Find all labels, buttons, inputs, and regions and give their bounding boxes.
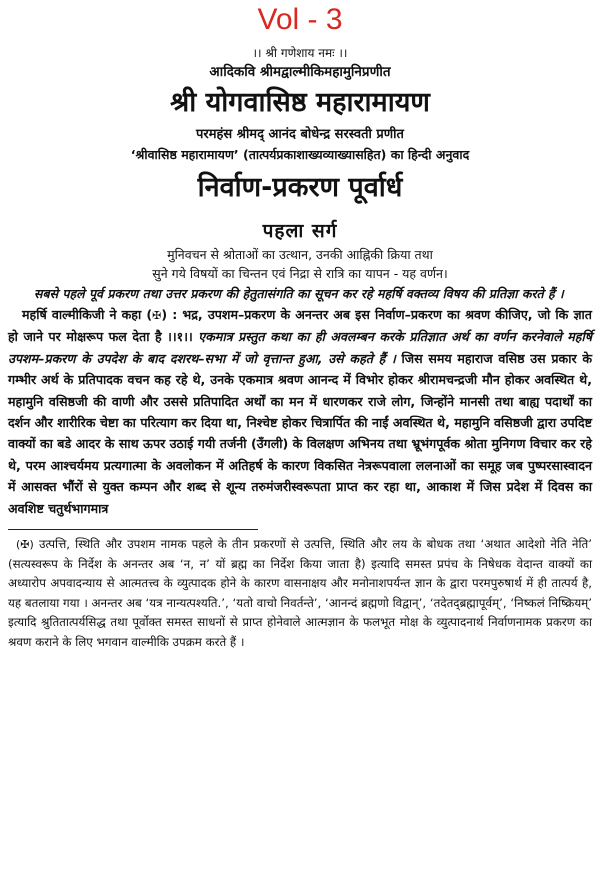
chapter-summary-line-1: मुनिवचन से श्रोताओं का उत्थान, उनकी आह्निकी क्रिया तथा	[167, 247, 433, 262]
footnote-mark-icon: (✠)	[16, 538, 34, 552]
commentator-attribution: परमहंस श्रीमद् आनंद बोधेन्द्र सरस्वती प्रणीत	[196, 127, 404, 142]
body-part-1: महर्षि वाल्मीकिजी ने कहा (	[22, 307, 153, 322]
body-part-2: ) : भद्र, उपशम–प्रकरण के अनन्तर अब इस निर्वाण–प्रकरण का श्रवण कीजिए, जो कि ज्ञात हो जाने पर मोक्षरूप फल देता है ।।१।।	[8, 307, 592, 345]
poet-attribution: आदिकवि श्रीमद्वाल्मीकिमहामुनिप्रणीत	[209, 64, 391, 80]
chapter-summary-line-2: सुने गये विषयों का चिन्तन एवं निद्रा से रात्रि का यापन - यह वर्णन।	[152, 266, 448, 281]
main-paragraph	[8, 304, 592, 519]
body-italic-segment: एकमात्र प्रस्तुत कथा का ही अवलम्बन करके प्रतिज्ञात अर्थ का वर्णन करनेवाले महर्षि उपशम–प्रकरण के उपदेश के बाद दशरथ–सभा में जो वृत्तान्त हुआ, उसे कहते हैं ।	[8, 329, 592, 366]
section-title: निर्वाण-प्रकरण पूर्वार्ध	[197, 172, 403, 203]
chapter-intro: सबसे पहले पूर्व प्रकरण तथा उत्तर प्रकरण की हेतुतासंगति का सूचन कर रहे महर्षि वक्तव्य विषय की प्रतिज्ञा करते हैं ।	[34, 286, 564, 301]
volume-label: Vol - 3	[257, 3, 343, 36]
invocation: ।। श्री गणेशाय नमः ।।	[252, 46, 348, 60]
translation-note: ‘श्रीवासिष्ठ महारामायण’ (तात्पर्यप्रकाशाख्यव्याख्यासहित) का हिन्दी अनुवाद	[130, 147, 470, 162]
chapter-title: पहला सर्ग	[262, 220, 338, 242]
body-part-3: जिस समय महाराज वसिष्ठ उस प्रकार के गम्भीर अर्थ के प्रतिपादक वचन कह रहे थे, उनके एकमात्र श्रवण आनन्द में विभोर होकर श्रीरामचन्द्रजी मौन होकर अवस्थित थे, महामुनि वसिष्ठजी की वाणी और उससे प्रतिपादित अर्थों का मन में धारणकर राजे लोग, जिन्होंने मानसी तथा बाह्य पदार्थों का दर्शन और शारीरिक चेष्टा का परित्याग कर दिया था, निश्चेष्ट होकर चित्रार्पित की नाईं अवस्थित थे, महामुनि वसिष्ठजी द्वारा उपदिष्ट वाक्यों का बडे आदर के साथ ऊपर उठाई गयी तर्जनी (उँगली) के विलक्षण अभिनय तथा भ्रूभंगपूर्वक श्रोता मुनिगण विचार कर रहे थे, परम आश्चर्यमय प्रत्यगात्मा के अवलोकन में अतिहर्ष के कारण विकसित नेत्ररूपवाला ललनाओं का समूह जब पुष्परसास्वादन में आसक्त भौंरों से युक्त कम्पन और शब्द से शून्य तरुमंजरीस्वरूपता प्राप्त कर रहा था, आकाश में जिस प्रदेश में दिवस का अवशिष्ट चतुर्थभागमात्र	[8, 350, 592, 516]
footnote	[8, 535, 592, 653]
footnote-divider	[8, 529, 258, 530]
footnote-reference-icon[interactable]: ✠	[152, 309, 162, 322]
book-title: श्री योगवासिष्ठ महारामायण	[170, 87, 430, 118]
footnote-text: उत्पत्ति, स्थिति और उपशम नामक पहले के तीन प्रकरणों से उत्पत्ति, स्थिति और लय के बोधक तथा ‘अथात आदेशो नेति नेति’ (सत्यस्वरूप के निर्देश के अनन्तर अब ‘न, न’ यों ब्रह्म का निर्देश किया जाता है) इत्यादि समस्त प्रपंच के निषेधक वेदान्त वाक्यों का अध्यारोप अपवादन्याय से आत्मतत्त्व के व्युत्पादक होने के कारण वासनाक्षय और मनोनाशपर्यन्त ज्ञान के द्वारा परमपुरुषार्थ में ही तात्पर्य है, यह बतलाया गया । अनन्तर अब ‘यत्र नान्यत्पश्यति.’, ‘यतो वाचो निवर्तन्ते’, ‘आनन्दं ब्रह्मणो विद्वान्’, ‘तदेतद्ब्रह्मापूर्वम्’, ‘निष्कलं निष्क्रियम्’ इत्यादि श्रुतितात्पर्यसिद्ध तथा पूर्वोक्त समस्त साधनों से प्राप्त होनेवाले आत्मज्ञान के फलभूत मोक्ष के व्युत्पादनार्थ निर्वाणनामक प्रकरण का श्रवण कराने के लिए भगवान वाल्मीकि उपक्रम करते हैं ।	[8, 537, 592, 650]
